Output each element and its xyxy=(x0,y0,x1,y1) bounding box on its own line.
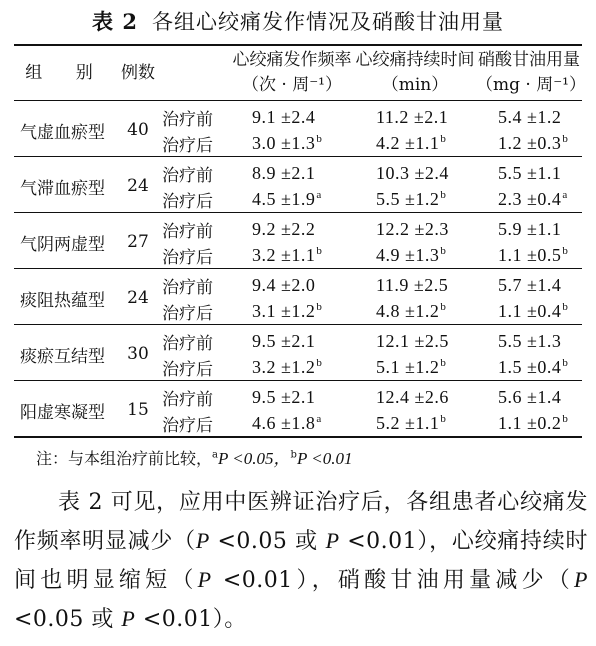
table-row xyxy=(14,101,582,131)
results-table xyxy=(14,44,587,438)
freq-value: 9.4 ±2.0 xyxy=(252,274,316,295)
table-caption xyxy=(0,6,596,36)
stage-label: 治疗前 xyxy=(162,109,213,130)
nitro-value: 1.2 ±0.3$^b$ xyxy=(498,132,569,153)
freq-value: 3.0 ±1.3$^b$ xyxy=(252,132,323,153)
nitro-value: 5.7 ±1.4 xyxy=(498,274,562,295)
header-stage xyxy=(158,45,230,101)
freq-value: 3.2 ±1.1$^b$ xyxy=(252,244,323,265)
table-row xyxy=(14,325,582,355)
table-row xyxy=(14,157,582,187)
duration-value: 11.9 ±2.5 xyxy=(376,274,449,295)
nitro-value: 5.9 ±1.1 xyxy=(498,218,562,239)
table-row xyxy=(14,269,582,299)
group-count: 27 xyxy=(127,232,149,252)
header-freq-title: 心绞痛发作频率 xyxy=(232,50,352,70)
stage-label: 治疗前 xyxy=(162,277,213,298)
nitro-value: 5.4 ±1.2 xyxy=(498,106,562,127)
header-duration xyxy=(354,45,476,101)
header-freq xyxy=(230,45,354,101)
header-count: 例数 xyxy=(121,62,155,83)
duration-value: 10.3 ±2.4 xyxy=(376,162,449,183)
freq-value: 8.9 ±2.1 xyxy=(252,162,316,183)
header-nitro-unit: （mg · 周⁻¹） xyxy=(476,75,587,95)
table-header-row xyxy=(14,45,582,101)
duration-value: 4.8 ±1.2$^b$ xyxy=(376,300,447,321)
freq-value: 9.1 ±2.4 xyxy=(252,106,316,127)
table-footnote: 注：与本组治疗前比较，$^a$P <0.05，$^b$P <0.01 xyxy=(36,449,353,468)
stage-label: 治疗后 xyxy=(162,191,213,212)
nitro-value: 1.1 ±0.5$^b$ xyxy=(498,244,569,265)
group-name: 痰瘀互结型 xyxy=(20,346,105,367)
group-count: 24 xyxy=(127,176,149,196)
duration-value: 5.1 ±1.2$^b$ xyxy=(376,356,447,377)
table-row xyxy=(14,213,582,243)
freq-value: 3.2 ±1.2$^b$ xyxy=(252,356,323,377)
nitro-value: 5.5 ±1.1 xyxy=(498,162,562,183)
header-group: 组 别 xyxy=(25,62,107,83)
freq-value: 3.1 ±1.2$^b$ xyxy=(252,300,323,321)
duration-value: 12.4 ±2.6 xyxy=(376,386,449,407)
freq-value: 9.2 ±2.2 xyxy=(252,218,316,239)
nitro-value: 5.5 ±1.3 xyxy=(498,330,562,351)
header-duration-unit: （min） xyxy=(381,75,449,95)
stage-label: 治疗后 xyxy=(162,415,213,436)
header-nitro xyxy=(476,45,587,101)
duration-value: 4.9 ±1.3$^b$ xyxy=(376,244,447,265)
stage-label: 治疗前 xyxy=(162,165,213,186)
group-name: 气虚血瘀型 xyxy=(20,122,105,143)
nitro-value: 1.1 ±0.2$^b$ xyxy=(498,412,569,433)
results-table-container xyxy=(14,44,587,438)
group-count: 30 xyxy=(127,344,149,364)
duration-value: 12.1 ±2.5 xyxy=(376,330,449,351)
freq-value: 9.5 ±2.1 xyxy=(252,386,316,407)
header-freq-unit: （次 · 周⁻¹） xyxy=(242,75,342,95)
stage-label: 治疗前 xyxy=(162,333,213,354)
freq-value: 4.5 ±1.9$^a$ xyxy=(252,188,322,209)
freq-value: 4.6 ±1.8$^a$ xyxy=(252,412,322,433)
nitro-value: 1.1 ±0.4$^b$ xyxy=(498,300,569,321)
group-count: 15 xyxy=(127,400,149,420)
header-nitro-title: 硝酸甘油用量 xyxy=(478,50,580,70)
table-row xyxy=(14,381,582,411)
nitro-value: 2.3 ±0.4$^a$ xyxy=(498,188,568,209)
freq-value: 9.5 ±2.1 xyxy=(252,330,316,351)
stage-label: 治疗后 xyxy=(162,135,213,156)
stage-label: 治疗前 xyxy=(162,221,213,242)
stage-label: 治疗后 xyxy=(162,359,213,380)
table-title: 各组心绞痛发作情况及硝酸甘油用量 xyxy=(151,10,504,34)
stage-label: 治疗后 xyxy=(162,247,213,268)
duration-value: 12.2 ±2.3 xyxy=(376,218,449,239)
stage-label: 治疗前 xyxy=(162,389,213,410)
group-name: 阳虚寒凝型 xyxy=(20,402,105,423)
group-name: 气阴两虚型 xyxy=(20,234,105,255)
group-count: 24 xyxy=(127,288,149,308)
stage-label: 治疗后 xyxy=(162,303,213,324)
group-count: 40 xyxy=(127,120,149,140)
body-paragraph: 表 2 可见，应用中医辨证治疗后，各组患者心绞痛发作频率明显减少（P <0.05 或 P <0.01），心绞痛持续时间也明显缩短（P <0.01），硝酸甘油用量减少（P <0.05 或 P <0.01）。 xyxy=(14,490,588,632)
group-name: 气滞血瘀型 xyxy=(20,178,105,199)
duration-value: 5.5 ±1.2$^b$ xyxy=(376,188,447,209)
table-label: 表 2 xyxy=(92,9,138,34)
header-duration-title: 心绞痛持续时间 xyxy=(355,50,475,70)
group-name: 痰阻热蕴型 xyxy=(20,290,105,311)
nitro-value: 1.5 ±0.4$^b$ xyxy=(498,356,569,377)
nitro-value: 5.6 ±1.4 xyxy=(498,386,562,407)
duration-value: 4.2 ±1.1$^b$ xyxy=(376,132,447,153)
duration-value: 5.2 ±1.1$^b$ xyxy=(376,412,447,433)
duration-value: 11.2 ±2.1 xyxy=(376,106,449,127)
